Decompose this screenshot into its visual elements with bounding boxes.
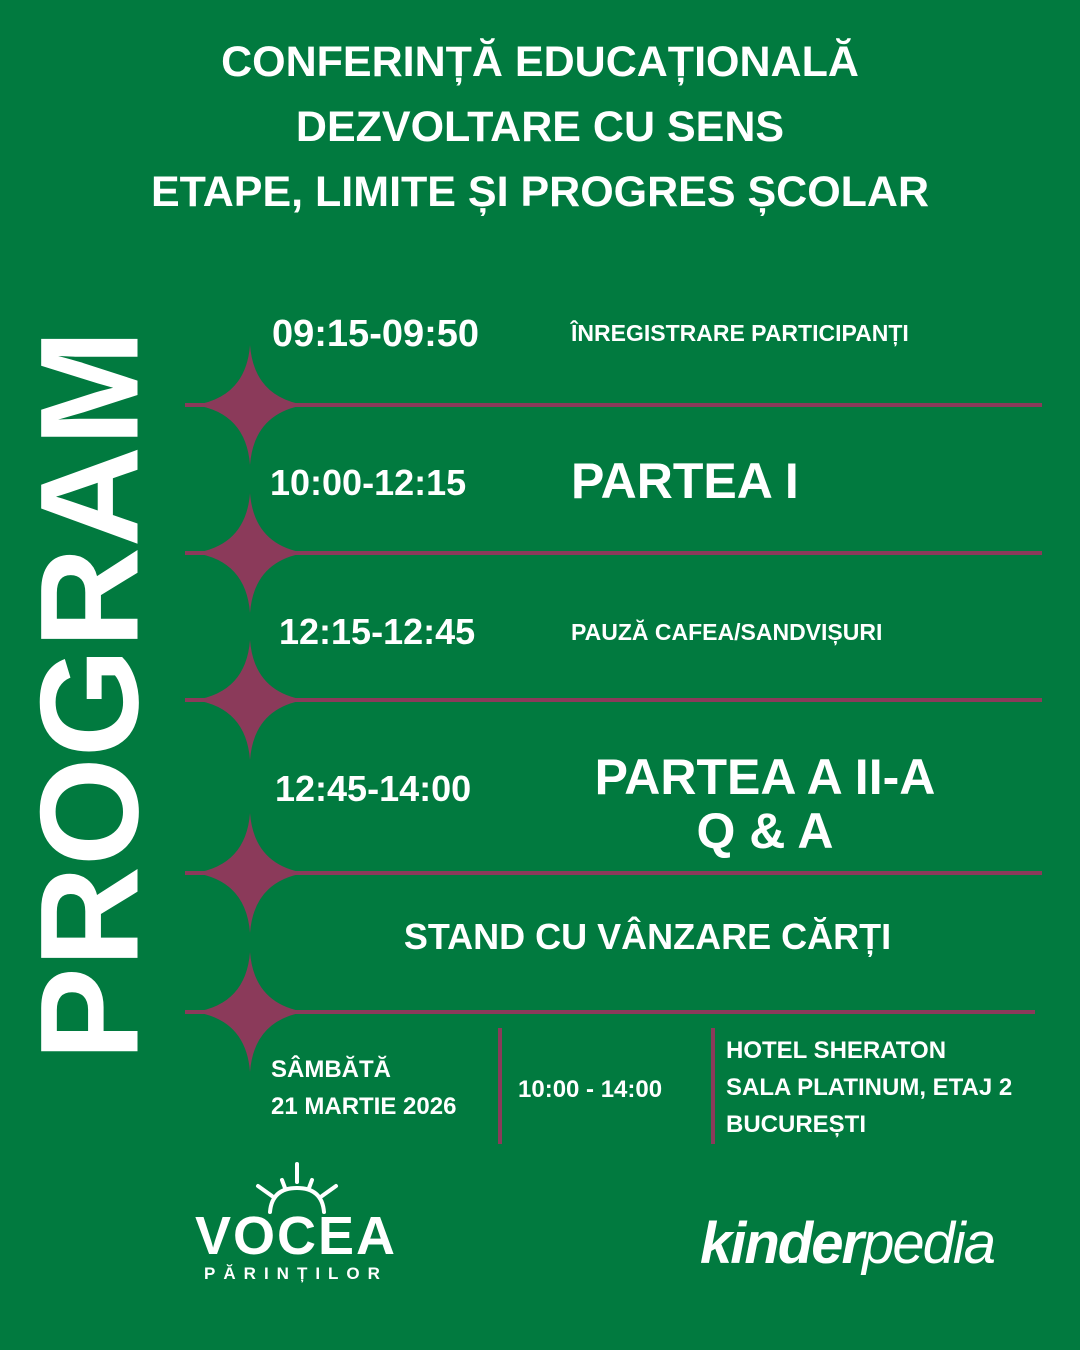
sparkle-icon xyxy=(195,640,305,760)
divider-line xyxy=(185,403,1042,407)
divider-line xyxy=(185,551,1042,555)
vocea-parintilor-logo xyxy=(190,1162,402,1284)
schedule-activity xyxy=(560,750,970,858)
logo-kinder-text: kinder xyxy=(700,1211,863,1276)
venue: HOTEL SHERATON xyxy=(726,1037,947,1064)
event-date-text: 21 MARTIE 2026 xyxy=(271,1093,457,1120)
schedule-activity: PARTEA I xyxy=(571,453,799,509)
activity-line-1: PARTEA A II-A xyxy=(594,749,936,805)
event-hours: 10:00 - 14:00 xyxy=(518,1076,663,1103)
event-location xyxy=(726,1032,1012,1143)
schedule-activity: PAUZĂ CAFEA/SANDVIȘURI xyxy=(571,619,883,645)
title-line-3: ETAPE, LIMITE ȘI PROGRES ȘCOLAR xyxy=(150,168,930,216)
divider-line xyxy=(185,698,1042,702)
divider-line xyxy=(185,871,1042,875)
book-stand: STAND CU VÂNZARE CĂRȚI xyxy=(403,916,892,957)
schedule-time: 12:45-14:00 xyxy=(275,768,472,809)
program-side-label: PROGRAM xyxy=(10,329,168,1061)
schedule-activity: ÎNREGISTRARE PARTICIPANȚI xyxy=(571,320,909,346)
sparkle-icon xyxy=(195,813,305,933)
sparkle-icon xyxy=(195,345,305,465)
kinderpedia-logo xyxy=(700,1210,994,1277)
footer-divider xyxy=(711,1028,715,1144)
event-title xyxy=(0,30,1080,225)
title-line-1: CONFERINȚĂ EDUCAȚIONALĂ xyxy=(221,38,859,86)
title-line-2: DEZVOLTARE CU SENS xyxy=(295,103,785,151)
sunrise-icon xyxy=(252,1162,342,1214)
sparkle-icon xyxy=(195,493,305,613)
schedule-time: 12:15-12:45 xyxy=(279,611,476,652)
logo-vocea-text: VOCEA xyxy=(194,1206,398,1266)
room: SALA PLATINUM, ETAJ 2 xyxy=(726,1074,1013,1101)
city: BUCUREȘTI xyxy=(726,1111,867,1138)
schedule-time: 09:15-09:50 xyxy=(272,313,480,355)
divider-line xyxy=(185,1010,1035,1014)
logo-pedia-text: pedia xyxy=(862,1211,994,1276)
logo-parintilor-text: PĂRINȚILOR xyxy=(204,1264,388,1283)
event-day: SÂMBĂTĂ xyxy=(271,1056,391,1083)
activity-line-2: Q & A xyxy=(696,803,834,859)
event-date xyxy=(271,1051,456,1125)
schedule-time: 10:00-12:15 xyxy=(270,462,467,503)
footer-divider xyxy=(498,1028,502,1144)
